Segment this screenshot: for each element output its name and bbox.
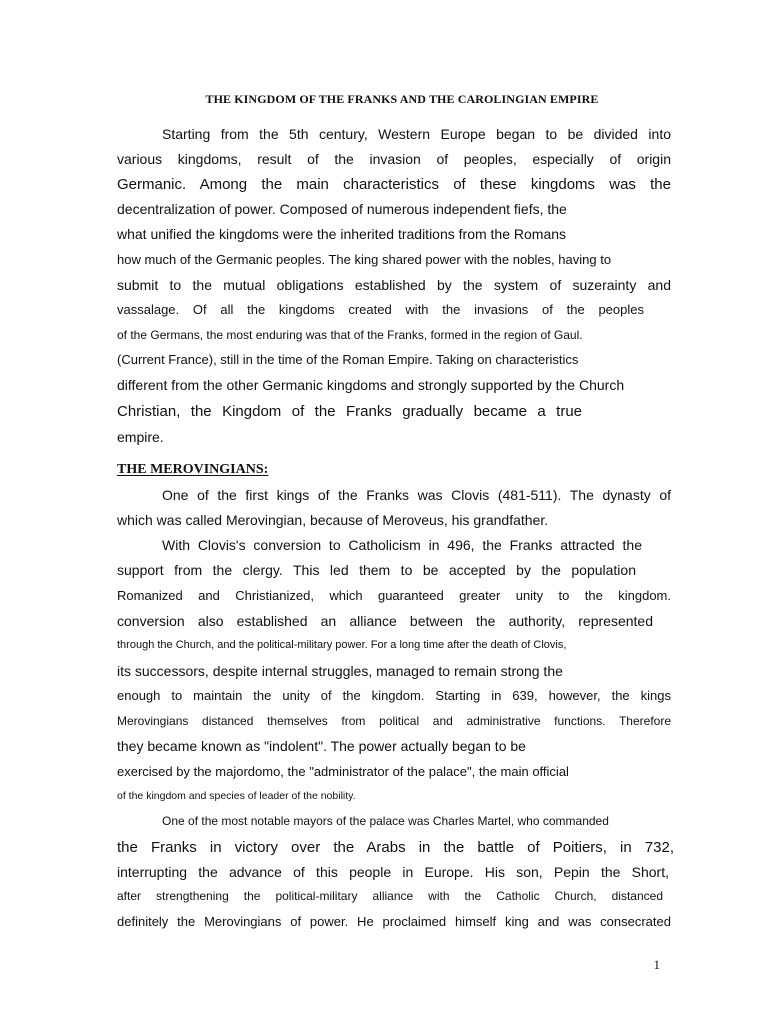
- intro-line: Starting from the 5th century, Western Europe began to be divided into: [162, 126, 671, 142]
- body-line: the Franks in victory over the Arabs in the battle of Poitiers, in 732,: [117, 839, 674, 856]
- intro-line: empire.: [117, 429, 164, 445]
- intro-line: different from the other Germanic kingdoms and strongly supported by the Church: [117, 377, 625, 393]
- body-line: which was called Merovingian, because of Meroveus, his grandfather.: [117, 512, 549, 528]
- document-title: THE KINGDOM OF THE FRANKS AND THE CAROLINGIAN EMPIRE: [205, 92, 599, 106]
- body-line: support from the clergy. This led them to be accepted by the population: [117, 562, 636, 578]
- intro-line: how much of the Germanic peoples. The king shared power with the nobles, having to: [117, 252, 612, 267]
- body-line: after strengthening the political-military alliance with the Catholic Church, distanced: [117, 889, 663, 903]
- body-line: Romanized and Christianized, which guaranteed greater unity to the kingdom.: [117, 588, 671, 603]
- body-line: through the Church, and the political-military power. For a long time after the death of Clovis,: [117, 639, 567, 651]
- page-number: 1: [653, 957, 660, 972]
- section-heading: THE MEROVINGIANS:: [117, 462, 269, 477]
- body-line: One of the first kings of the Franks was Clovis (481-511). The dynasty of: [162, 487, 671, 503]
- intro-line: vassalage. Of all the kingdoms created with the invasions of the peoples: [117, 302, 644, 317]
- body-line: of the kingdom and species of leader of the nobility.: [117, 790, 356, 802]
- intro-line: various kingdoms, result of the invasion of peoples, especially of origin: [117, 151, 671, 167]
- body-line: With Clovis's conversion to Catholicism in 496, the Franks attracted the: [162, 537, 642, 553]
- intro-line: submit to the mutual obligations established by the system of suzerainty and: [117, 277, 671, 293]
- intro-line: Germanic. Among the main characteristics of these kingdoms was the: [117, 176, 671, 193]
- body-line: interrupting the advance of this people in Europe. His son, Pepin the Short,: [117, 864, 669, 880]
- body-line: enough to maintain the unity of the kingdom. Starting in 639, however, the kings: [117, 688, 671, 703]
- body-line: they became known as "indolent". The power actually began to be: [117, 738, 526, 754]
- body-line: definitely the Merovingians of power. He proclaimed himself king and was consecrated: [117, 914, 671, 929]
- body-line: exercised by the majordomo, the "administrator of the palace", the main official: [117, 764, 569, 779]
- intro-line: what unified the kingdoms were the inherited traditions from the Romans: [117, 226, 567, 242]
- intro-line: decentralization of power. Composed of numerous independent fiefs, the: [117, 201, 567, 217]
- intro-line: of the Germans, the most enduring was that of the Franks, formed in the region of Gaul.: [117, 328, 583, 342]
- body-line: One of the most notable mayors of the palace was Charles Martel, who commanded: [162, 814, 609, 828]
- body-line: Merovingians distanced themselves from political and administrative functions. Therefore: [117, 714, 671, 728]
- intro-line: Christian, the Kingdom of the Franks gradually became a true: [117, 403, 582, 420]
- body-line: conversion also established an alliance between the authority, represented: [117, 613, 653, 629]
- body-line: its successors, despite internal struggles, managed to remain strong the: [117, 663, 563, 679]
- intro-line: (Current France), still in the time of the Roman Empire. Taking on characteristics: [117, 352, 579, 367]
